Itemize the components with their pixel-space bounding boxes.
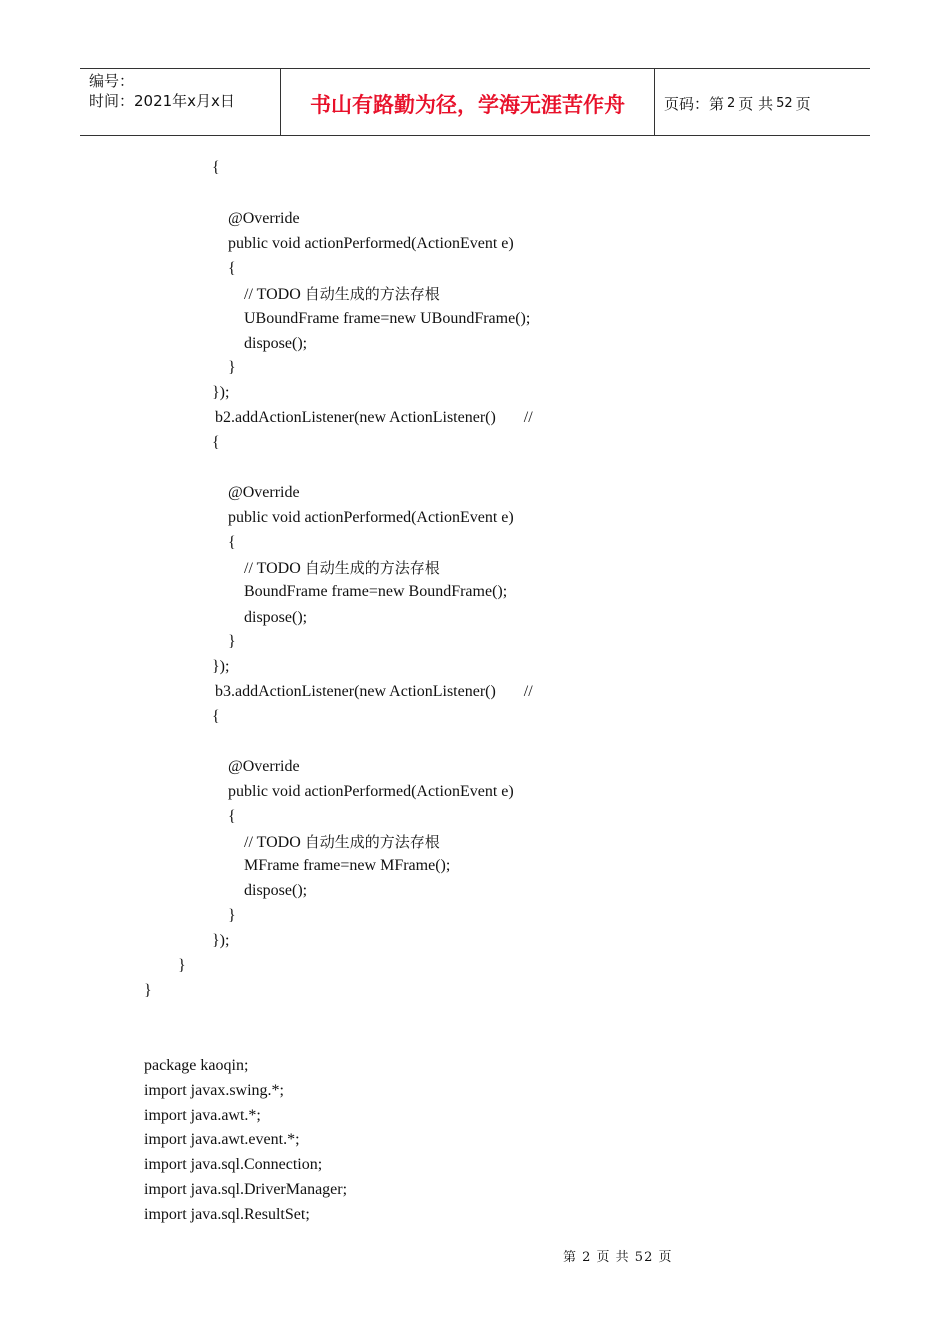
code-line (144, 1155, 322, 1175)
code-text: b2.addActionListener(new ActionListener() // (215, 409, 533, 426)
code-line (228, 234, 514, 254)
code-text: @Override (228, 484, 300, 501)
code-line (144, 1081, 284, 1101)
code-text: import javax.swing.*; (144, 1082, 284, 1099)
code-text: public void actionPerformed(ActionEvent e) (228, 783, 514, 800)
code-text: b3.addActionListener(new ActionListener() // (215, 683, 533, 700)
page-total: 52 (776, 95, 793, 111)
code-text: { (228, 260, 236, 277)
code-line (244, 309, 530, 329)
code-text: { (228, 808, 236, 825)
code-line (244, 558, 440, 579)
code-text: dispose(); (244, 335, 308, 352)
code-line (228, 508, 514, 528)
code-text: import java.sql.Connection; (144, 1156, 323, 1173)
code-line (144, 981, 152, 1001)
page-current: 2 (727, 95, 736, 111)
code-line (144, 1130, 300, 1150)
code-line (212, 158, 220, 178)
code-text: { (212, 159, 220, 176)
code-line (144, 1056, 248, 1076)
code-line (244, 832, 440, 853)
date-label: 时间：2021年x月x日 (89, 92, 235, 110)
header-meta (80, 69, 281, 135)
code-line (228, 757, 300, 777)
code-line (215, 682, 533, 702)
code-line (228, 632, 236, 652)
code-line (244, 334, 307, 354)
code-text: { (212, 434, 220, 451)
code-text: UBoundFrame frame=new UBoundFrame(); (244, 310, 531, 327)
code-line (212, 931, 229, 951)
code-text: public void actionPerformed(ActionEvent e) (228, 235, 514, 252)
page-footer: 第 2 页 共 52 页 (563, 1250, 673, 1265)
page-suffix: 页 (795, 94, 811, 113)
code-line (228, 358, 236, 378)
code-text: import java.awt.event.*; (144, 1131, 300, 1148)
code-line (144, 1180, 347, 1200)
code-text: { (228, 534, 236, 551)
code-line (244, 608, 307, 628)
header-motto: 书山有路勤为径，学海无涯苦作舟 (281, 69, 655, 135)
page-header (80, 68, 870, 136)
code-line (212, 433, 220, 453)
code-text: @Override (228, 210, 300, 227)
page-prefix: 页码：第 (664, 94, 725, 113)
code-text: }); (212, 384, 230, 401)
page-mid: 页 共 (738, 94, 774, 113)
code-text: }); (212, 658, 230, 675)
code-text: { (212, 708, 220, 725)
code-line (228, 533, 236, 553)
code-line (228, 807, 236, 827)
code-line (244, 881, 307, 901)
code-line (212, 383, 229, 403)
code-text: } (228, 633, 236, 650)
code-text: dispose(); (244, 882, 308, 899)
code-line (244, 284, 440, 305)
code-text: } (144, 982, 152, 999)
code-line (228, 209, 300, 229)
code-line (215, 408, 533, 428)
code-text: import java.sql.DriverManager; (144, 1181, 348, 1198)
code-text: }); (212, 932, 230, 949)
code-text: @Override (228, 758, 300, 775)
code-comment-cjk: 自动生成的方法存根 (304, 833, 440, 851)
code-text: package kaoqin; (144, 1057, 249, 1074)
code-text: import java.awt.*; (144, 1107, 261, 1124)
header-page-info (664, 69, 811, 135)
code-text: } (228, 907, 236, 924)
code-text: import java.sql.ResultSet; (144, 1206, 310, 1223)
code-line (244, 856, 450, 876)
code-text: } (228, 359, 236, 376)
code-text: // TODO (244, 834, 305, 851)
code-text: BoundFrame frame=new BoundFrame(); (244, 583, 508, 600)
code-comment-cjk: 自动生成的方法存根 (304, 285, 440, 303)
code-text: } (178, 957, 186, 974)
code-text: // TODO (244, 286, 305, 303)
code-text: dispose(); (244, 609, 308, 626)
code-text: MFrame frame=new MFrame(); (244, 857, 451, 874)
code-line (212, 707, 220, 727)
code-line (228, 782, 514, 802)
code-line (178, 956, 186, 976)
code-line (244, 582, 507, 602)
code-line (212, 657, 229, 677)
code-line (228, 906, 236, 926)
code-text: public void actionPerformed(ActionEvent e) (228, 509, 514, 526)
code-line (144, 1106, 261, 1126)
serial-number-label: 编号： (89, 72, 135, 90)
code-line (228, 483, 300, 503)
code-line (228, 259, 236, 279)
code-comment-cjk: 自动生成的方法存根 (304, 559, 440, 577)
code-text: // TODO (244, 560, 305, 577)
code-line (144, 1205, 310, 1225)
